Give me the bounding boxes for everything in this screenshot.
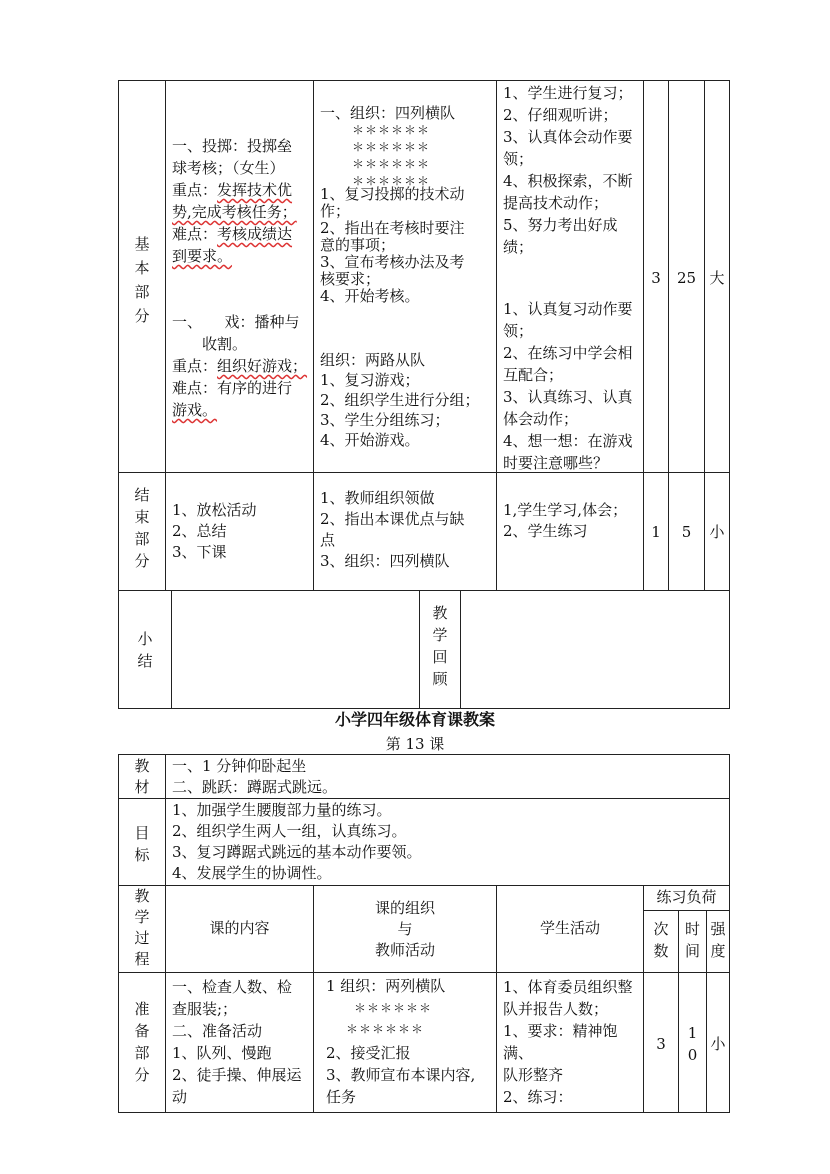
organization-heading: 1 组织：两列横队 — [326, 977, 446, 995]
student-activity: 1、认真复习动作要 领； 2、在练习中学会相 互配合； 3、认真练习、认真 体会动作； 4、想一想：在游戏 时要注意哪些？ — [503, 300, 633, 472]
organization-game: 组织：两路从队 1、复习游戏； 2、组织学生进行分组； 3、学生分组练习； 4、开始游戏。 — [320, 351, 480, 449]
end-part-student-activity: 1,学生学习,体会； 2、学生练习 — [503, 501, 628, 540]
goal-item: 2、组织学生两人一组，认真练习。 — [172, 822, 407, 840]
content-line: 游戏。 — [172, 401, 218, 419]
header-load: 练习负荷 — [656, 888, 717, 906]
emphasis-text: 发挥技术优 — [217, 181, 293, 199]
emphasis-label: 重点： — [172, 181, 218, 199]
goal-label: 目 标 — [134, 824, 150, 864]
difficulty-label: 难点： — [172, 225, 218, 243]
header-times: 次 数 — [653, 920, 669, 960]
emphasis-text: 组织好游戏； — [217, 357, 308, 375]
material-item: 二、跳跃：蹲踞式跳远。 — [172, 778, 338, 796]
minutes-value: 5 — [681, 523, 692, 541]
goal-item: 3、复习蹲踞式跳远的基本动作要领。 — [172, 843, 422, 861]
prep-part-content: 一、检查人数、检 查服装;； 二、准备活动 1、队列、慢跑 2、徒手操、伸展运 动 — [172, 978, 302, 1106]
basic-part-label: 基 本 部 分 — [134, 235, 150, 325]
prep-part-student-activity: 1、体育委员组织整 队并报告人数； 1、要求：精神饱满、 队形整齐 2、练习： — [503, 978, 633, 1106]
minutes-value: 1 0 — [687, 1024, 698, 1064]
material-label: 教 材 — [134, 757, 150, 796]
formation-row: ＊＊＊＊＊＊ — [352, 174, 431, 188]
intensity-value: 小 — [710, 1035, 726, 1053]
intensity-value: 小 — [709, 523, 725, 541]
times-value: 3 — [656, 1035, 666, 1053]
formation-row: ＊＊＊＊＊＊ — [352, 123, 431, 137]
intensity-value: 大 — [709, 269, 725, 287]
lesson-number: 第 13 课 — [385, 735, 445, 753]
summary-label: 小 结 — [137, 630, 153, 670]
header-content: 课的内容 — [209, 919, 270, 937]
times-value: 1 — [651, 523, 661, 541]
minutes-value: 25 — [676, 269, 697, 287]
content-line: 收割。 — [172, 335, 248, 353]
content-line: 到要求。 — [172, 247, 233, 265]
header-time: 时 间 — [684, 920, 700, 960]
page-title: 小学四年级体育课教案 — [334, 710, 495, 729]
process-label: 教 学 过 程 — [134, 887, 150, 968]
formation-row: ＊＊＊＊＊＊ — [352, 140, 431, 154]
end-part-label: 结 束 部 分 — [134, 486, 150, 570]
review-label: 教 学 回 顾 — [432, 604, 448, 688]
content-line: 势,完成考核任务； — [172, 203, 297, 221]
formation-row: ＊＊＊＊＊＊ — [346, 1022, 425, 1036]
end-part-content: 1、放松活动 2、总结 3、下课 — [172, 501, 257, 561]
prep-part-organization: 2、接受汇报 3、教师宣布本课内容, 任务 — [326, 1044, 476, 1106]
prep-part-label: 准 备 部 分 — [134, 1000, 150, 1084]
content-line: 球考核；（女生） — [172, 159, 285, 177]
content-line: 一、 戏：播种与 — [172, 313, 300, 331]
student-activity: 1、学生进行复习； 2、仔细观听讲； 3、认真体会动作要 领； 4、积极探索，不断 提高技术动作； 5、努力考出好成 绩； — [503, 84, 633, 256]
content-line: 难点：有序的进行 — [172, 379, 293, 397]
times-value: 3 — [651, 269, 661, 287]
formation-row: ＊＊＊＊＊＊ — [354, 1001, 433, 1015]
content-line — [172, 180, 292, 200]
emphasis-label: 重点： — [172, 357, 218, 375]
goal-item: 1、加强学生腰腹部力量的练习。 — [172, 801, 392, 819]
organization-heading: 一、组织：四列横队 — [320, 104, 456, 122]
material-item: 一、1 分钟仰卧起坐 — [172, 757, 307, 775]
goal-item: 4、发展学生的协调性。 — [172, 864, 332, 882]
formation-row: ＊＊＊＊＊＊ — [352, 157, 431, 171]
difficulty-text: 考核成绩达 — [217, 225, 293, 243]
header-intensity: 强 度 — [710, 920, 726, 960]
header-organization: 课的组织 与 教师活动 — [374, 899, 435, 959]
content-line: 一、投掷：投掷垒 — [172, 137, 293, 155]
teacher-activity: 1、复习投掷的技术动 作； 2、指出在考核时要注 意的事项； 3、宣布考核办法及考 核要求； 4、开始考核。 — [320, 185, 465, 305]
header-student: 学生活动 — [539, 919, 600, 937]
end-part-organization: 1、教师组织领做 2、指出本课优点与缺 点 3、组织：四列横队 — [320, 489, 465, 570]
content-line — [172, 356, 307, 376]
content-line — [172, 224, 292, 244]
